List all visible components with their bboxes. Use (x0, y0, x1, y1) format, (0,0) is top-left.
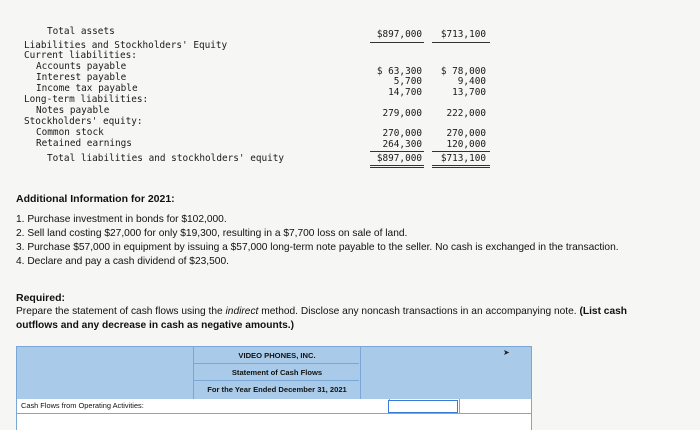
info-item-3: 3. Purchase $57,000 in equipment by issuing a $57,000 long-term note payable to the seller. No cash is exchanged in the transaction. (16, 242, 619, 253)
common-stock-2020: 270,000 (446, 128, 486, 139)
label-retained-earnings: Retained earnings (36, 138, 132, 149)
company-name: VIDEO PHONES, INC. (238, 351, 316, 360)
retained-earnings-2020: 120,000 (446, 139, 486, 150)
total-assets-2020: $713,100 (440, 29, 486, 40)
required-line-2: outflows and any decrease in cash as negative amounts.) (16, 320, 294, 331)
underline (370, 151, 424, 152)
notes-payable-2020: 222,000 (446, 108, 486, 119)
total-liab-equity-2021: $897,000 (376, 153, 422, 164)
info-item-2: 2. Sell land costing $27,000 for only $19,300, resulting in a $7,700 loss on sale of land. (16, 228, 408, 239)
underline (370, 42, 424, 43)
interest-payable-2020: 9,400 (457, 76, 486, 87)
required-line-1: Prepare the statement of cash flows using the indirect method. Disclose any noncash transactions in an accompanying note. (List cash (16, 306, 628, 317)
double-underline (370, 165, 424, 166)
underline (432, 42, 490, 43)
total-liab-equity-2020: $713,100 (440, 153, 486, 164)
retained-earnings-2021: 264,300 (382, 139, 422, 150)
double-underline (432, 167, 490, 168)
double-underline (432, 165, 490, 166)
total-assets-2021: $897,000 (376, 29, 422, 40)
label-stockholders-equity: Stockholders' equity: (24, 116, 143, 127)
accounts-payable-2021: $ 63,300 (376, 66, 422, 77)
label-notes-payable: Notes payable (36, 105, 110, 116)
interest-payable-2021: 5,700 (393, 76, 422, 87)
label-interest-payable: Interest payable (36, 72, 127, 83)
statement-table (16, 346, 532, 430)
income-tax-payable-2021: 14,700 (388, 87, 422, 98)
accounts-payable-2020: $ 78,000 (440, 66, 486, 77)
table-row (16, 414, 532, 430)
label-total-liabilities-equity: Total liabilities and stockholders' equity (47, 153, 285, 164)
amount-input-cell[interactable] (388, 400, 458, 413)
required-title: Required: (16, 292, 66, 304)
label-current-liabilities: Current liabilities: (24, 50, 137, 61)
additional-info-title: Additional Information for 2021: (16, 193, 175, 205)
info-item-4: 4. Declare and pay a cash dividend of $23,500. (16, 256, 229, 267)
notes-payable-2021: 279,000 (382, 108, 422, 119)
label-income-tax-payable: Income tax payable (36, 83, 138, 94)
income-tax-payable-2020: 13,700 (452, 87, 486, 98)
statement-header (16, 346, 532, 401)
label-liabilities-equity: Liabilities and Stockholders' Equity (24, 40, 228, 51)
underline (432, 151, 490, 152)
common-stock-2021: 270,000 (382, 128, 422, 139)
cursor-arrow-icon: ➤ (503, 348, 510, 357)
label-common-stock: Common stock (36, 127, 104, 138)
label-accounts-payable: Accounts payable (36, 61, 127, 72)
label-total-assets: Total assets (47, 26, 115, 37)
info-item-1: 1. Purchase investment in bonds for $102,000. (16, 214, 227, 225)
statement-period: For the Year Ended December 31, 2021 (207, 385, 347, 394)
statement-title: Statement of Cash Flows (231, 368, 323, 377)
operating-activities-label: Cash Flows from Operating Activities: (21, 401, 144, 410)
label-long-term-liabilities: Long-term liabilities: (24, 94, 149, 105)
double-underline (370, 167, 424, 168)
